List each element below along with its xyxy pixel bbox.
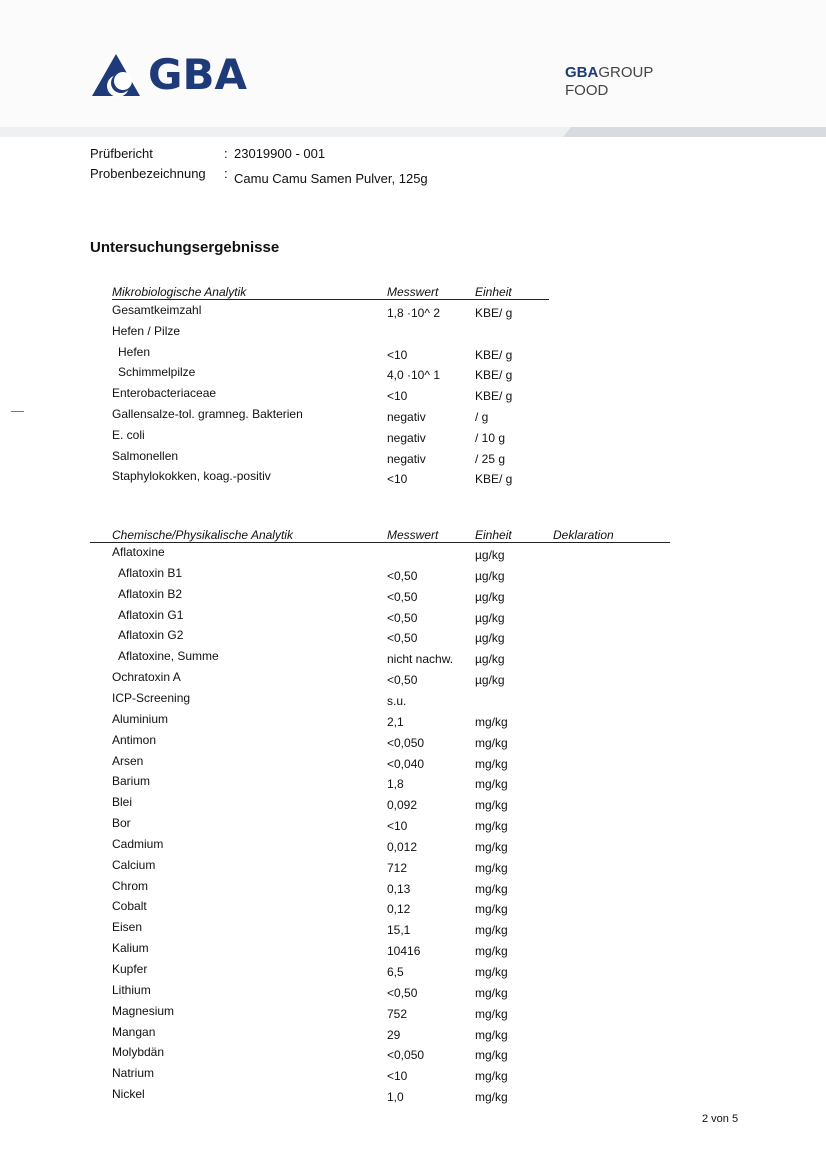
micro-row-analyte-name: Enterobacteriaceae — [112, 386, 217, 401]
chem-row-analyte-name: Cobalt — [112, 899, 147, 914]
gba-logo-icon — [90, 52, 142, 98]
chem-row-analyte-unit: µg/kg — [475, 673, 505, 688]
micro-header-analyse: Mikrobiologische Analytik — [112, 285, 247, 299]
chem-row-analyte-unit: mg/kg — [475, 965, 508, 979]
micro-row-analyte-unit: KBE/ g — [475, 389, 513, 404]
chem-row-analyte-value: <0,50 — [387, 568, 418, 583]
chem-row-analyte-value: 712 — [387, 860, 408, 875]
micro-header-einheit: Einheit — [475, 285, 512, 299]
chem-row-analyte-value: <10 — [387, 819, 408, 834]
chem-row-analyte-name: Calcium — [112, 857, 156, 872]
side-mark — [11, 411, 24, 412]
chem-row-analyte-value: 1,8 — [387, 777, 404, 792]
pruefbericht-value: 23019900 - 001 — [234, 146, 326, 161]
chem-header-deklaration: Deklaration — [553, 528, 614, 542]
micro-row-analyte-value: negativ — [387, 430, 426, 445]
group-brand: GBA — [565, 64, 599, 81]
chem-row-analyte-unit: mg/kg — [475, 1027, 508, 1042]
group-suffix: GROUP — [598, 64, 654, 81]
chem-row-analyte-name: Magnesium — [112, 1003, 175, 1018]
micro-row-analyte-name: Staphylokokken, koag.-positiv — [112, 469, 271, 484]
chem-row-analyte-name: Nickel — [112, 1087, 145, 1102]
chem-row-analyte-name: Mangan — [112, 1024, 156, 1039]
chem-row-analyte-unit: mg/kg — [475, 881, 508, 896]
chem-row-analyte-value: 29 — [387, 1027, 401, 1042]
probenbezeichnung-value: Camu Camu Samen Pulver, 125g — [234, 171, 428, 186]
chem-row-analyte-name: Aflatoxine — [112, 545, 165, 559]
chem-row-analyte-value: 10416 — [387, 944, 421, 959]
micro-row-analyte-unit: / 10 g — [475, 430, 506, 445]
chem-row-analyte-name: Molybdän — [112, 1045, 165, 1060]
chem-row-analyte-name: Chrom — [112, 878, 149, 893]
chem-row-analyte-unit: µg/kg — [475, 568, 505, 583]
micro-row-analyte-value: <10 — [387, 347, 408, 362]
pruefbericht-label: Prüfbericht — [90, 146, 153, 161]
chem-row-analyte-value: 0,12 — [387, 902, 411, 917]
gba-logo — [90, 52, 247, 98]
chem-row-analyte-unit: mg/kg — [475, 923, 508, 938]
chem-row-analyte-value: 0,092 — [387, 798, 418, 813]
chem-row-analyte-unit: µg/kg — [475, 548, 505, 562]
chem-row-analyte-value: <0,50 — [387, 673, 418, 688]
chem-row-analyte-value: 0,13 — [387, 881, 411, 896]
chem-row-analyte-name: Kupfer — [112, 962, 148, 976]
chem-row-analyte-name: Aflatoxin G1 — [118, 607, 184, 622]
micro-row-analyte-unit: KBE/ g — [475, 347, 513, 362]
chem-row-analyte-value: <0,050 — [387, 735, 425, 750]
chem-row-analyte-name: Ochratoxin A — [112, 670, 181, 685]
micro-row-analyte-unit: KBE/ g — [475, 472, 513, 487]
chem-row-analyte-unit: mg/kg — [475, 985, 508, 1000]
chem-row-analyte-value: <0,50 — [387, 985, 418, 1000]
chem-row-analyte-unit: mg/kg — [475, 902, 508, 917]
pruefbericht-colon: : — [224, 146, 228, 161]
chem-row-analyte-name: Antimon — [112, 732, 157, 747]
chem-row-analyte-name: ICP-Screening — [112, 690, 191, 705]
group-food: FOOD — [565, 82, 609, 99]
probenbezeichnung-label: Probenbezeichnung — [90, 166, 206, 181]
chem-row-analyte-value: 752 — [387, 1006, 408, 1021]
micro-row-analyte-name: Schimmelpilze — [118, 365, 196, 380]
micro-row-analyte-name: Gallensalze-tol. gramneg. Bakterien — [112, 407, 303, 421]
chem-row-analyte-name: Natrium — [112, 1066, 155, 1081]
chem-row-analyte-unit: µg/kg — [475, 631, 505, 646]
chem-row-analyte-name: Barium — [112, 774, 151, 789]
micro-row-analyte-value: 1,8 ·10^ 2 — [387, 306, 440, 320]
gba-logo-text: GBA — [148, 50, 247, 99]
micro-row-analyte-value: <10 — [387, 389, 408, 404]
chem-row-analyte-unit: mg/kg — [475, 1090, 508, 1105]
chem-row-analyte-unit: mg/kg — [475, 735, 508, 750]
chem-row-analyte-unit: mg/kg — [475, 944, 508, 959]
chem-row-analyte-unit: mg/kg — [475, 1069, 508, 1084]
micro-row-analyte-name: E. coli — [112, 427, 145, 442]
micro-row-analyte-name: Gesamtkeimzahl — [112, 303, 202, 317]
chem-row-analyte-unit: mg/kg — [475, 860, 508, 875]
chem-row-analyte-unit: µg/kg — [475, 589, 505, 604]
chem-row-analyte-value: <0,50 — [387, 610, 418, 625]
chem-row-analyte-unit: mg/kg — [475, 819, 508, 834]
micro-row-analyte-unit: KBE/ g — [475, 306, 513, 320]
chem-row-analyte-unit: µg/kg — [475, 610, 505, 625]
probenbezeichnung-colon: : — [224, 166, 228, 181]
page-number: 2 von 5 — [702, 1113, 739, 1125]
chem-row-analyte-name: Aflatoxin G2 — [118, 628, 184, 643]
chem-row-analyte-value: 1,0 — [387, 1090, 404, 1105]
chem-row-analyte-value: 15,1 — [387, 923, 411, 938]
chem-row-analyte-unit: mg/kg — [475, 777, 508, 792]
micro-row-analyte-value: negativ — [387, 410, 426, 424]
chem-row-analyte-value: s.u. — [387, 693, 407, 708]
chem-row-analyte-value: <0,50 — [387, 589, 418, 604]
chem-row-analyte-value: 0,012 — [387, 839, 418, 854]
chem-row-analyte-value: 2,1 — [387, 714, 404, 729]
chem-row-analyte-value: 6,5 — [387, 965, 404, 979]
chem-header-einheit: Einheit — [475, 528, 512, 542]
chem-header-analyse: Chemische/Physikalische Analytik — [112, 528, 293, 542]
micro-header-rule — [112, 299, 549, 300]
chem-row-analyte-value: <10 — [387, 1069, 408, 1084]
chem-row-analyte-value: <0,040 — [387, 756, 425, 771]
chem-row-analyte-value: <0,050 — [387, 1048, 425, 1063]
chem-row-analyte-name: Blei — [112, 795, 133, 810]
micro-row-analyte-unit: KBE/ g — [475, 368, 513, 383]
header-divider-accent — [563, 127, 826, 137]
chem-row-analyte-name: Arsen — [112, 753, 144, 768]
micro-row-analyte-unit: / g — [475, 410, 489, 424]
chem-row-analyte-unit: mg/kg — [475, 839, 508, 854]
chem-header-messwert: Messwert — [387, 528, 439, 542]
micro-row-analyte-name: Hefen — [118, 344, 151, 359]
chem-row-analyte-name: Aluminium — [112, 711, 169, 726]
chem-row-analyte-name: Cadmium — [112, 836, 164, 851]
micro-row-analyte-name: Hefen / Pilze — [112, 323, 181, 338]
chem-header-rule — [90, 542, 670, 543]
chem-row-analyte-name: Bor — [112, 816, 131, 831]
chem-row-analyte-unit: mg/kg — [475, 1006, 508, 1021]
chem-row-analyte-name: Kalium — [112, 941, 149, 956]
chem-row-analyte-unit: mg/kg — [475, 798, 508, 813]
chem-row-analyte-name: Aflatoxin B1 — [118, 565, 183, 580]
micro-row-analyte-name: Salmonellen — [112, 448, 179, 463]
gba-group-food-label — [565, 64, 653, 100]
chem-row-analyte-unit: mg/kg — [475, 756, 508, 771]
micro-row-analyte-value: <10 — [387, 472, 408, 487]
section-title: Untersuchungsergebnisse — [90, 239, 280, 256]
chem-row-analyte-value: <0,50 — [387, 631, 418, 646]
micro-row-analyte-unit: / 25 g — [475, 451, 506, 466]
chem-row-analyte-unit: mg/kg — [475, 714, 508, 729]
chem-row-analyte-value: nicht nachw. — [387, 652, 454, 667]
chem-row-analyte-name: Aflatoxine, Summe — [118, 649, 219, 664]
chem-row-analyte-name: Eisen — [112, 920, 143, 935]
micro-row-analyte-value: negativ — [387, 451, 426, 466]
chem-row-analyte-name: Lithium — [112, 982, 151, 997]
chem-row-analyte-unit: µg/kg — [475, 652, 505, 667]
chem-row-analyte-name: Aflatoxin B2 — [118, 586, 183, 601]
micro-header-messwert: Messwert — [387, 285, 439, 299]
chem-row-analyte-unit: mg/kg — [475, 1048, 508, 1063]
micro-row-analyte-value: 4,0 ·10^ 1 — [387, 368, 440, 383]
